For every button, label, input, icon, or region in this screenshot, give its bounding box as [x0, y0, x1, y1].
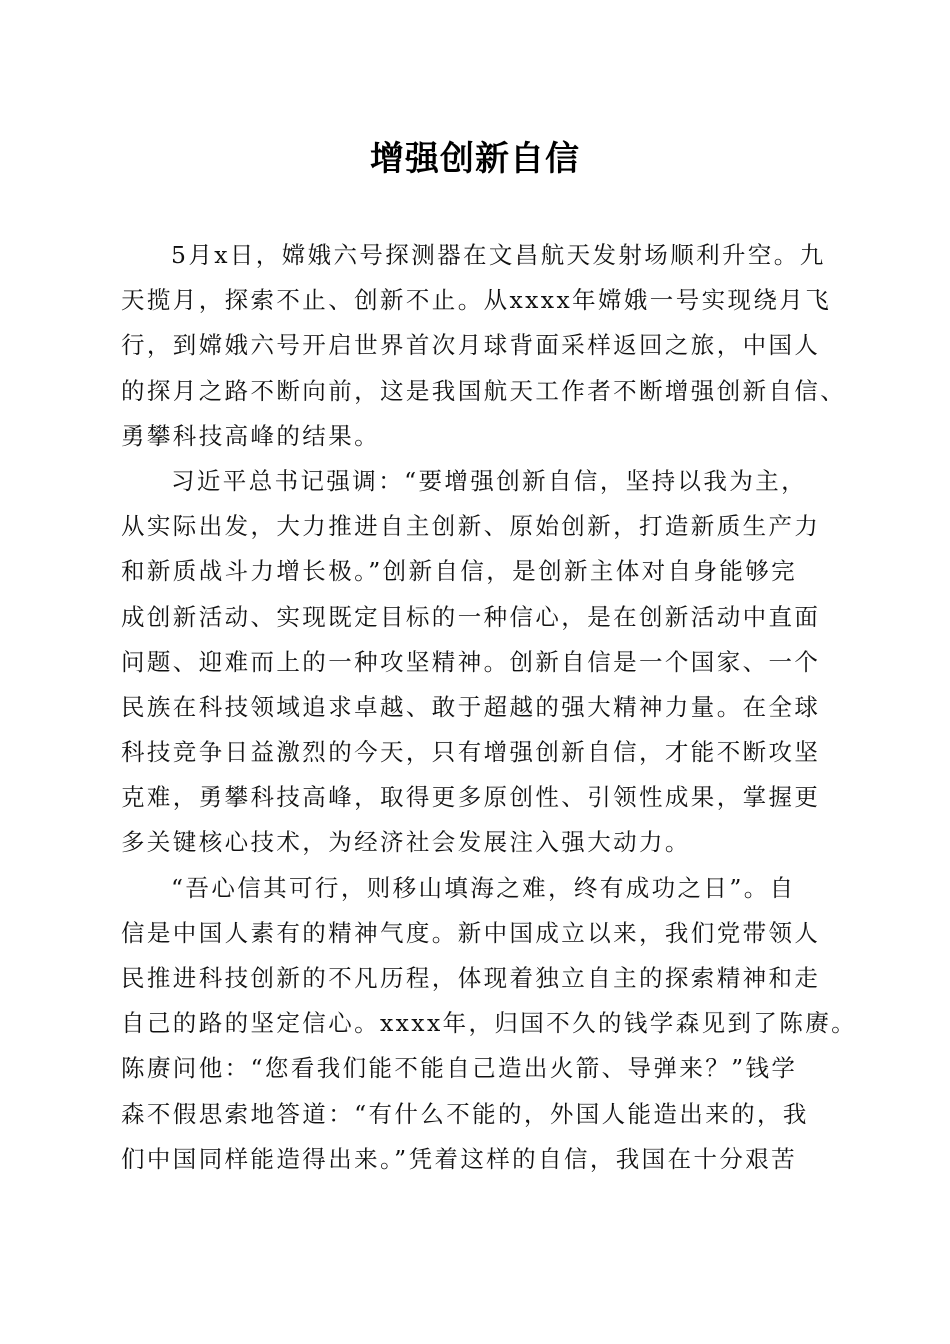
text-line: 成创新活动、实现既定目标的一种信心，是在创新活动中直面 [121, 602, 821, 631]
text-line: 习近平总书记强调：“要增强创新自信，坚持以我为主， [171, 466, 808, 495]
text-line: 的探月之路不断向前，这是我国航天工作者不断增强创新自信、 [121, 376, 847, 405]
paragraph [121, 233, 847, 459]
text-line: 克难，勇攀科技高峰，取得更多原创性、引领性成果，掌握更 [121, 783, 821, 812]
text-line: 们中国同样能造得出来。”凭着这样的自信，我国在十分艰苦 [121, 1144, 798, 1173]
text-line: 问题、迎难而上的一种攻坚精神。创新自信是一个国家、一个 [121, 647, 821, 676]
text-line: 民族在科技领域追求卓越、敢于超越的强大精神力量。在全球 [121, 692, 821, 721]
text-line: 行，到嫦娥六号开启世界首次月球背面采样返回之旅，中国人 [121, 331, 821, 360]
text-line: “吾心信其可行，则移山填海之难，终有成功之日”。自 [171, 873, 796, 902]
paragraph [121, 459, 831, 866]
text-line: 信是中国人素有的精神气度。新中国成立以来，我们党带领人 [121, 918, 821, 947]
text-line: 勇攀科技高峰的结果。 [121, 421, 380, 450]
text-line: 天揽月，探索不止、创新不止。从xxxx年嫦娥一号实现绕月飞 [121, 286, 832, 315]
text-line: 陈赓问他：“您看我们能不能自己造出火箭、导弹来？”钱学 [121, 1054, 798, 1083]
document-body [121, 233, 858, 1182]
text-line: 民推进科技创新的不凡历程，体现着独立自主的探索精神和走 [121, 964, 821, 992]
text-line: 科技竞争日益激烈的今天，只有增强创新自信，才能不断攻坚 [121, 738, 821, 767]
text-line: 森不假思索地答道：“有什么不能的，外国人能造出来的，我 [121, 1099, 809, 1128]
text-line: 自己的路的坚定信心。xxxx年，归国不久的钱学森见到了陈赓。 [121, 1009, 858, 1038]
text-line: 多关键核心技术，为经济社会发展注入强大动力。 [121, 828, 691, 857]
text-line: 从实际出发，大力推进自主创新、原始创新，打造新质生产力 [121, 512, 821, 541]
text-line: 和新质战斗力增长极。”创新自信，是创新主体对自身能够完 [121, 557, 798, 586]
text-line: 5月x日，嫦娥六号探测器在文昌航天发射场顺利升空。九 [171, 241, 826, 269]
paragraph [121, 866, 858, 1182]
document-title: 增强创新自信 [370, 139, 580, 179]
